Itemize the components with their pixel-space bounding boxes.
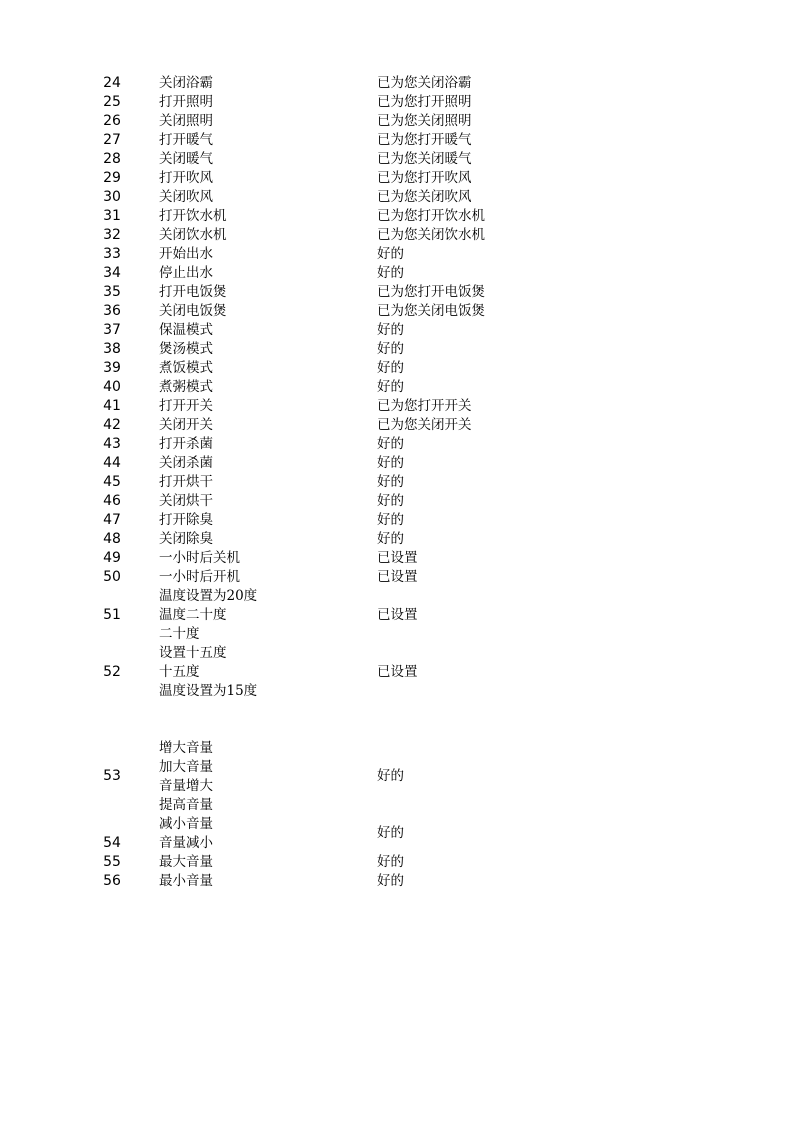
row-number: 52 <box>103 664 121 680</box>
row-number: 48 <box>103 531 121 547</box>
command-text: 音量减小 <box>159 835 213 851</box>
response-cell: 好的 <box>377 360 404 376</box>
response-cell: 已为您打开开关 <box>377 398 472 414</box>
command-cell <box>159 131 369 150</box>
table-row <box>0 131 793 150</box>
table-row <box>0 359 793 378</box>
table-row <box>0 112 793 131</box>
response-cell: 好的 <box>377 265 404 281</box>
command-text: 一小时后关机 <box>159 550 240 566</box>
table-row <box>0 245 793 264</box>
command-text: 打开吹风 <box>159 170 213 186</box>
response-cell: 已为您关闭照明 <box>377 113 472 129</box>
response-cell: 好的 <box>377 436 404 452</box>
command-text: 关闭照明 <box>159 113 213 129</box>
table-row <box>0 511 793 530</box>
command-text: 打开烘干 <box>159 474 213 490</box>
command-text: 停止出水 <box>159 265 213 281</box>
row-number: 44 <box>103 455 121 471</box>
command-text: 煮粥模式 <box>159 379 213 395</box>
row-number: 29 <box>103 170 121 186</box>
response-cell: 已为您打开电饭煲 <box>377 284 485 300</box>
row-number: 56 <box>103 873 121 889</box>
command-cell <box>159 511 369 530</box>
row-number: 24 <box>103 75 121 91</box>
response-cell: 好的 <box>377 512 404 528</box>
command-text: 提高音量 <box>159 797 213 813</box>
table-row <box>0 321 793 340</box>
command-cell <box>159 169 369 188</box>
response-cell: 好的 <box>377 768 404 784</box>
row-number: 43 <box>103 436 121 452</box>
command-text: 二十度 <box>159 626 200 642</box>
command-cell <box>159 454 369 473</box>
response-cell: 好的 <box>377 322 404 338</box>
response-cell: 好的 <box>377 873 404 889</box>
row-number: 46 <box>103 493 121 509</box>
row-number: 25 <box>103 94 121 110</box>
command-text: 打开暖气 <box>159 132 213 148</box>
response-cell: 好的 <box>377 531 404 547</box>
command-cell <box>159 416 369 435</box>
row-number: 42 <box>103 417 121 433</box>
row-number: 47 <box>103 512 121 528</box>
row-number: 37 <box>103 322 121 338</box>
command-cell <box>159 207 369 226</box>
response-cell: 已设置 <box>377 569 418 585</box>
command-text: 温度设置为15度 <box>159 683 258 699</box>
response-cell: 好的 <box>377 825 404 841</box>
table-row <box>0 853 793 872</box>
response-cell: 好的 <box>377 341 404 357</box>
command-text: 打开除臭 <box>159 512 213 528</box>
response-cell: 好的 <box>377 246 404 262</box>
row-number: 36 <box>103 303 121 319</box>
row-number: 51 <box>103 607 121 623</box>
command-text: 关闭除臭 <box>159 531 213 547</box>
command-cell <box>159 359 369 378</box>
table-row <box>0 549 793 568</box>
command-cell <box>159 568 369 587</box>
command-text: 关闭电饭煲 <box>159 303 227 319</box>
table-row <box>0 872 793 891</box>
response-cell: 好的 <box>377 379 404 395</box>
command-cell <box>159 853 369 872</box>
table-row <box>0 739 793 815</box>
response-cell: 好的 <box>377 474 404 490</box>
command-text: 温度设置为20度 <box>159 588 258 604</box>
command-cell <box>159 245 369 264</box>
row-number: 34 <box>103 265 121 281</box>
row-number: 45 <box>103 474 121 490</box>
table-row <box>0 568 793 587</box>
response-cell: 已为您关闭吹风 <box>377 189 472 205</box>
table-row <box>0 378 793 397</box>
command-text: 保温模式 <box>159 322 213 338</box>
table-row <box>0 226 793 245</box>
command-text: 关闭开关 <box>159 417 213 433</box>
command-cell <box>159 93 369 112</box>
table-row <box>0 74 793 93</box>
command-cell <box>159 872 369 891</box>
command-text: 关闭暖气 <box>159 151 213 167</box>
command-text: 打开照明 <box>159 94 213 110</box>
table-row <box>0 150 793 169</box>
command-text: 加大音量 <box>159 759 213 775</box>
command-text: 煲汤模式 <box>159 341 213 357</box>
command-text: 音量增大 <box>159 778 213 794</box>
command-text: 十五度 <box>159 664 200 680</box>
command-cell <box>159 264 369 283</box>
response-cell: 已为您打开吹风 <box>377 170 472 186</box>
command-text: 打开杀菌 <box>159 436 213 452</box>
command-cell <box>159 739 369 815</box>
command-text: 关闭杀菌 <box>159 455 213 471</box>
table-row <box>0 530 793 549</box>
command-text: 关闭烘干 <box>159 493 213 509</box>
table-row <box>0 340 793 359</box>
row-number: 27 <box>103 132 121 148</box>
command-text: 增大音量 <box>159 740 213 756</box>
table-row <box>0 435 793 454</box>
row-number: 40 <box>103 379 121 395</box>
command-cell <box>159 435 369 454</box>
command-text: 温度二十度 <box>159 607 227 623</box>
command-cell <box>159 492 369 511</box>
response-cell: 已为您打开照明 <box>377 94 472 110</box>
command-cell <box>159 283 369 302</box>
row-number: 35 <box>103 284 121 300</box>
table-row <box>0 416 793 435</box>
response-cell: 已为您关闭暖气 <box>377 151 472 167</box>
command-text: 开始出水 <box>159 246 213 262</box>
table-row <box>0 264 793 283</box>
command-text: 关闭浴霸 <box>159 75 213 91</box>
command-cell <box>159 549 369 568</box>
table-row <box>0 473 793 492</box>
command-cell <box>159 473 369 492</box>
row-number: 50 <box>103 569 121 585</box>
command-text: 关闭饮水机 <box>159 227 227 243</box>
response-cell: 好的 <box>377 455 404 471</box>
table-row <box>0 587 793 644</box>
command-text: 打开电饭煲 <box>159 284 227 300</box>
response-cell: 好的 <box>377 854 404 870</box>
row-number: 33 <box>103 246 121 262</box>
command-cell <box>159 150 369 169</box>
command-cell <box>159 644 369 701</box>
row-number: 26 <box>103 113 121 129</box>
response-cell: 已为您关闭电饭煲 <box>377 303 485 319</box>
command-cell <box>159 587 369 644</box>
response-cell: 已设置 <box>377 664 418 680</box>
table-row <box>0 397 793 416</box>
command-cell <box>159 378 369 397</box>
command-cell <box>159 397 369 416</box>
table-row <box>0 815 793 853</box>
command-text: 打开饮水机 <box>159 208 227 224</box>
row-number: 28 <box>103 151 121 167</box>
response-cell: 已为您打开暖气 <box>377 132 472 148</box>
response-cell: 已为您关闭浴霸 <box>377 75 472 91</box>
response-cell: 已为您关闭开关 <box>377 417 472 433</box>
command-cell <box>159 74 369 93</box>
table-row <box>0 93 793 112</box>
command-cell <box>159 340 369 359</box>
command-cell <box>159 112 369 131</box>
table-row <box>0 188 793 207</box>
command-cell <box>159 815 369 853</box>
command-text: 设置十五度 <box>159 645 227 661</box>
command-cell <box>159 530 369 549</box>
row-number: 31 <box>103 208 121 224</box>
table-row <box>0 492 793 511</box>
row-number: 54 <box>103 835 121 851</box>
response-cell: 已为您关闭饮水机 <box>377 227 485 243</box>
table-row <box>0 302 793 321</box>
table-row <box>0 207 793 226</box>
table-row <box>0 169 793 188</box>
row-number: 39 <box>103 360 121 376</box>
response-cell: 已设置 <box>377 550 418 566</box>
command-text: 打开开关 <box>159 398 213 414</box>
command-text: 最大音量 <box>159 854 213 870</box>
row-number: 49 <box>103 550 121 566</box>
row-number: 32 <box>103 227 121 243</box>
response-cell: 好的 <box>377 493 404 509</box>
table-row <box>0 644 793 701</box>
command-text: 减小音量 <box>159 816 213 832</box>
command-text: 一小时后开机 <box>159 569 240 585</box>
table-row <box>0 454 793 473</box>
command-cell <box>159 302 369 321</box>
response-cell: 已设置 <box>377 607 418 623</box>
row-number: 38 <box>103 341 121 357</box>
response-cell: 已为您打开饮水机 <box>377 208 485 224</box>
row-number: 53 <box>103 768 121 784</box>
row-number: 55 <box>103 854 121 870</box>
command-text: 关闭吹风 <box>159 189 213 205</box>
row-number: 30 <box>103 189 121 205</box>
row-number: 41 <box>103 398 121 414</box>
table-row <box>0 283 793 302</box>
command-text: 最小音量 <box>159 873 213 889</box>
command-text: 煮饭模式 <box>159 360 213 376</box>
command-cell <box>159 188 369 207</box>
command-cell <box>159 321 369 340</box>
command-cell <box>159 226 369 245</box>
